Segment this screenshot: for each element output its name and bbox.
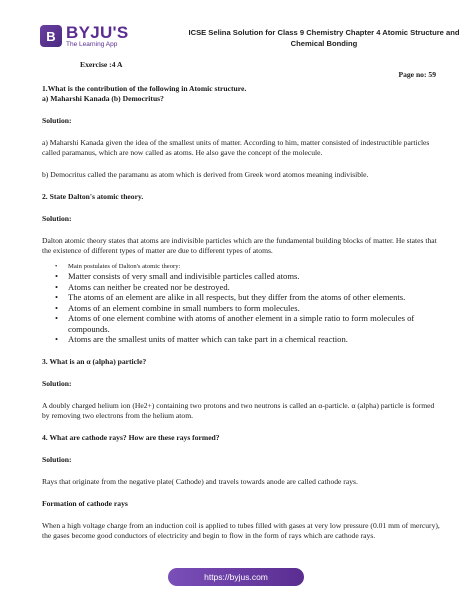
logo-mark-icon: B xyxy=(40,25,62,47)
page-number: Page no: 59 xyxy=(398,70,436,79)
q3-solution-label: Solution: xyxy=(42,378,72,388)
list-item: • Atoms of an element combine in small numbers to form molecules. xyxy=(55,302,300,313)
byjus-logo xyxy=(40,24,129,49)
q1-parts: a) Maharshi Kanada (b) Democritus? xyxy=(42,94,164,103)
page-content xyxy=(42,58,442,541)
q3-question: 3. What is an α (alpha) particle? xyxy=(42,356,147,366)
page-header xyxy=(0,0,474,62)
q4-answer: Rays that originate from the negative plate( Cathode) and travels towards anode are called cathode rays. xyxy=(42,476,358,486)
list-item: • Main postulates of Dalton's atomic theory: xyxy=(55,263,181,270)
brand-tagline: The Learning App xyxy=(66,41,118,48)
q2-question: 2. State Dalton's atomic theory. xyxy=(42,192,144,201)
q1-answer-a: a) Maharshi Kanada given the idea of the smallest units of matter. According to him, matter consisted of indestructible particles called paramanus, which are now called as atoms. He also gave the concept of the molecule. xyxy=(42,138,430,157)
q4-question: 4. What are cathode rays? How are these rays formed? xyxy=(42,432,220,442)
dalton-postulates-list xyxy=(42,262,442,345)
q2-answer: Dalton atomic theory states that atoms are indivisible particles which are the fundamental building blocks of matter. He states that the existence of different types of matter are due to different types of atoms. xyxy=(42,236,437,255)
list-item: • Atoms are the smallest units of matter which can take part in a chemical reaction. xyxy=(55,334,348,344)
document-title: ICSE Selina Solution for Class 9 Chemistry Chapter 4 Atomic Structure and Chemical Bonding xyxy=(188,28,460,48)
q1-question: 1.What is the contribution of the following in Atomic structure. xyxy=(42,84,247,93)
formation-heading: Formation of cathode rays xyxy=(42,498,128,508)
q4-solution-label: Solution: xyxy=(42,454,72,464)
brand-name: BYJU'S xyxy=(66,23,129,42)
list-item: • The atoms of an element are alike in all respects, but they differ from the atoms of other elements. xyxy=(55,292,406,302)
q1-solution-label: Solution: xyxy=(42,116,72,125)
exercise-label: Exercise :4 A xyxy=(80,60,123,69)
formation-text: When a high voltage charge from an induction coil is applied to tubes filled with gases at very low pressure (0.01 mm of mercury), the gases become good conductors of electricity and begin to flow in the form of rays which are cathode rays. xyxy=(42,520,440,540)
list-item: • Atoms of one element combine with atoms of another element in a simple ratio to form molecules of compounds. xyxy=(55,313,415,334)
q3-answer: A doubly charged helium ion (He2+) containing two protons and two neutrons is called an α-particle. α (alpha) particle is formed by removing two electrons from the helium atom. xyxy=(42,400,435,420)
footer-url-link[interactable]: https://byjus.com xyxy=(168,568,304,586)
q2-solution-label: Solution: xyxy=(42,214,72,223)
list-item: • Atoms can neither be created nor be destroyed. xyxy=(55,281,230,292)
list-item: • Matter consists of very small and indivisible particles called atoms. xyxy=(55,271,300,281)
q1-answer-b: b) Democritus called the paramanu as atom which is derived from Greek word atomos meaning indivisible. xyxy=(42,170,369,179)
